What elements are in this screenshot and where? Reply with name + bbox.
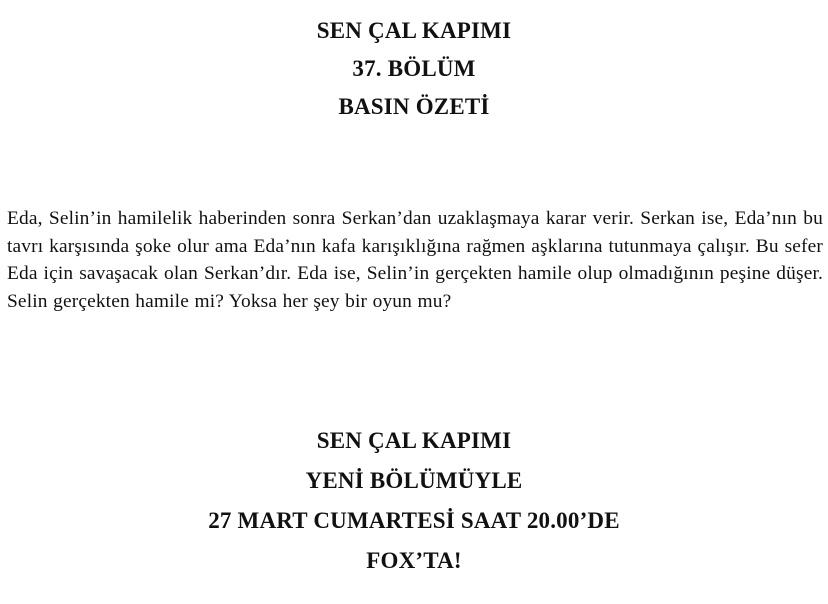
show-title: SEN ÇAL KAPIMI	[316, 18, 512, 43]
footer-show-title: SEN ÇAL KAPIMI	[316, 428, 512, 453]
footer-tagline: YENİ BÖLÜMÜYLE	[305, 468, 523, 493]
document-type: BASIN ÖZETİ	[338, 94, 490, 119]
document-header	[0, 12, 828, 126]
channel-name: FOX’TA!	[366, 548, 462, 573]
episode-number: 37. BÖLÜM	[352, 56, 476, 81]
broadcast-announcement	[0, 421, 828, 581]
air-date: 27 MART CUMARTESİ SAAT 20.00’DE	[208, 508, 620, 533]
episode-summary: Eda, Selin’in hamilelik haberinden sonra Serkan’dan uzaklaşmaya karar verir. Serkan ise, Eda’nın bu tavrı karşısında şoke olur ama Eda’nın kafa karışıklığına rağmen aşklarına tutunmaya çalışır. Bu sefer Eda için savaşacak olan Serkan’dır. Eda ise, Selin’in gerçekten hamile olup olmadığının peşine düşer. Selin gerçekten hamile mi? Yoksa her şey bir oyun mu?	[7, 208, 823, 312]
